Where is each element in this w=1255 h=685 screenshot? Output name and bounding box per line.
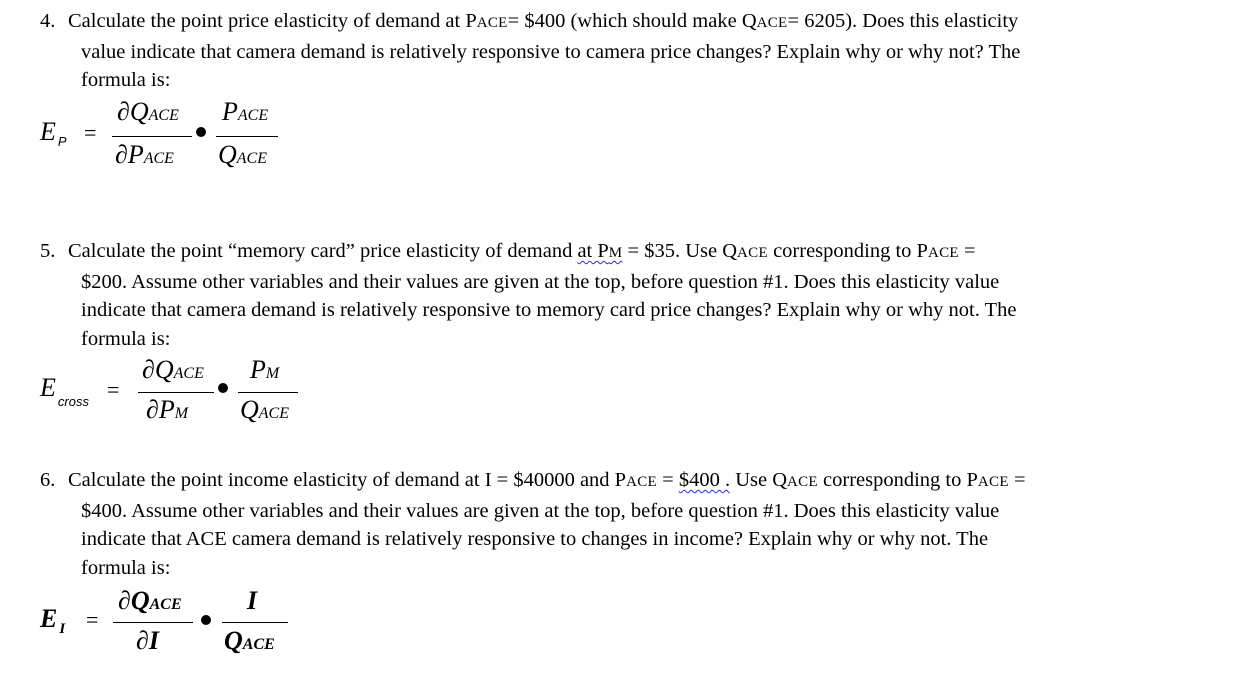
formula-5-numerator-2: PM [250, 355, 280, 384]
formula-6-numerator-1: ∂QACE [118, 586, 182, 615]
question-5-line-2: $200. Assume other variables and their values are given at the top, before question #1. Does this elasticity value [81, 270, 1000, 293]
formula-5-denominator-2: QACE [240, 395, 289, 424]
formula-6-lhs: E $_I$ [40, 604, 66, 637]
formula-5-lhs: E $_{cross}$ [40, 373, 89, 409]
formula-6-denominator-2: QACE [224, 626, 275, 655]
formula-4-lhs: E $_P$ [40, 117, 67, 149]
formula-6-equals: = [86, 607, 99, 632]
formula-4-equals: = [84, 120, 97, 145]
question-6-line-3: indicate that ACE camera demand is relatively responsive to changes in income? Explain why or why not. The [81, 528, 989, 550]
formula-6-fraction-bar-2 [222, 622, 288, 623]
formula-4-numerator-2: PACE [222, 97, 269, 126]
question-5-line-3: indicate that camera demand is relatively responsive to memory card price changes? Explain why or why not. The [81, 299, 1017, 321]
question-4-line-1: 4. Calculate the point price elasticity of demand at PACE= $400 (which should make QACE= 6205). Does this elasticity [40, 7, 1245, 38]
formula-5-denominator-1: ∂PM [146, 395, 189, 424]
formula-5-numerator-1: ∂QACE [142, 355, 204, 384]
question-5-line-1: 5. Calculate the point “memory card” price elasticity of demand at PM = $35. Use QACE corresponding to PACE = [40, 237, 1245, 268]
question-4-line-2: value indicate that camera demand is relatively responsive to camera price changes? Explain why or why not? The [81, 40, 1021, 63]
formula-6-dot [201, 615, 211, 625]
question-6-line-4: formula is: [81, 556, 171, 579]
question-6-line-2: $400. Assume other variables and their values are given at the top, before question #1. Does this elasticity value [81, 499, 1000, 522]
formula-6-numerator-2: I [247, 586, 258, 615]
formula-4-denominator-2: QACE [218, 140, 267, 169]
formula-4-numerator-1: ∂QACE [117, 97, 179, 126]
question-4-number: 4. [40, 10, 56, 32]
question-6-number: 6. [40, 469, 56, 491]
question-6-line-1: 6. Calculate the point income elasticity of demand at I = $40000 and PACE = $400 . Use QACE corresponding to PACE = [40, 466, 1245, 497]
formula-6-denominator-1: ∂I [136, 626, 159, 655]
formula-6-fraction-bar-1 [113, 622, 193, 623]
question-5-line-4: formula is: [81, 327, 171, 350]
formula-5-equals: = [107, 377, 120, 402]
question-4-line-3: formula is: [81, 69, 171, 91]
question-5-number: 5. [40, 240, 56, 262]
formula-4-denominator-1: ∂PACE [115, 140, 174, 169]
